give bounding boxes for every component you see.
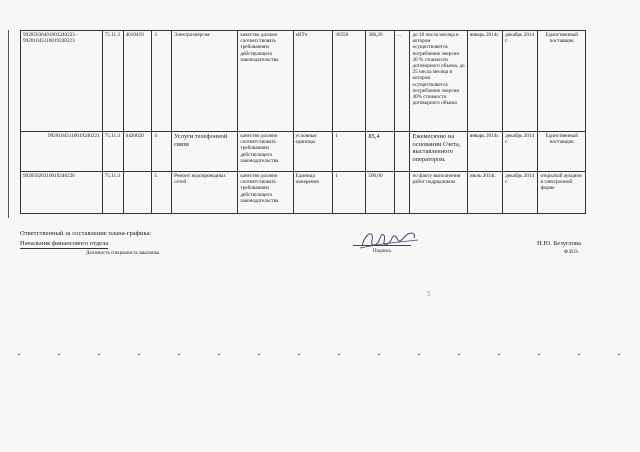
signature-caption: Подпись bbox=[373, 249, 392, 254]
position-title: Начальник финансового отдела bbox=[20, 240, 109, 247]
okdp-cell bbox=[123, 172, 152, 214]
dots-cell bbox=[395, 132, 410, 172]
subject-cell: Электроэнергия bbox=[172, 31, 238, 132]
okved-cell: 75.11.3 bbox=[102, 172, 123, 214]
okdp-cell: 4010419 bbox=[123, 31, 152, 132]
signature-line bbox=[353, 245, 411, 246]
unit-cell: Единица измерения bbox=[293, 172, 333, 214]
subject-cell: Услуги телефонной связи bbox=[172, 132, 238, 172]
unit-cell: условные единицы bbox=[293, 132, 333, 172]
end-date-cell: декабрь 2014 г. bbox=[503, 31, 538, 132]
table-row bbox=[21, 132, 586, 172]
payment-terms-cell: до 10 числа месяца в котором осуществляется потребление энергии 30 % стоимости договорного объема, до 25 числа месяца в котором осуществляется потребление энергии 40% стоимости договорного объема bbox=[410, 31, 467, 132]
subject-cell: Ремонт водопроводных сетей bbox=[172, 172, 238, 214]
okdp-cell: 6420020 bbox=[123, 132, 152, 172]
start-date-cell: январь 2014г. bbox=[467, 31, 502, 132]
stray-mark: 5 bbox=[427, 290, 431, 298]
quantity-cell: 1 bbox=[333, 172, 366, 214]
quantity-cell: 1 bbox=[333, 132, 366, 172]
left-margin-rule bbox=[8, 30, 10, 218]
name-caption: Ф.И.О. bbox=[564, 250, 579, 255]
dots-cell bbox=[395, 172, 410, 214]
price-cell: 85,4 bbox=[366, 132, 395, 172]
price-cell: 306,20 bbox=[366, 31, 395, 132]
table-row bbox=[21, 172, 586, 214]
okved-cell: 75.11.3 bbox=[102, 31, 123, 132]
schedule-table bbox=[20, 30, 586, 214]
requirements-cell: качество должно соответствовать требованиям действующего законодательства bbox=[238, 31, 293, 132]
kbk-code-cell: 99205036401003240223 - 99201045110019240223 bbox=[21, 31, 103, 132]
requirements-cell: качество должно соответствовать требованиям действующего законодательства bbox=[238, 132, 293, 172]
responsible-name: Н.Ю. Безуглова bbox=[537, 240, 581, 247]
row-number-cell: 4 bbox=[152, 132, 172, 172]
kbk-code-cell: 99201045110019240221 bbox=[21, 132, 103, 172]
perforation-dots bbox=[0, 354, 640, 358]
start-date-cell: июль 2014г. bbox=[467, 172, 502, 214]
end-date-cell: декабрь 2014 г. bbox=[503, 172, 538, 214]
position-caption: Должность специалиста заказчика bbox=[86, 251, 160, 256]
kbk-code-cell: 99205026310019240226 bbox=[21, 172, 103, 214]
table-row bbox=[21, 31, 586, 132]
end-date-cell: декабрь 2014 г. bbox=[503, 132, 538, 172]
procurement-method-cell: Единственный поставщик bbox=[538, 132, 586, 172]
procurement-method-cell: открытый аукцион в электронной форме bbox=[538, 172, 586, 214]
payment-terms-cell: по факту выполнения работ подрядчиком bbox=[410, 172, 467, 214]
row-number-cell: 5 bbox=[152, 172, 172, 214]
row-number-cell: 3 bbox=[152, 31, 172, 132]
procurement-method-cell: Единственный поставщик bbox=[538, 31, 586, 132]
payment-terms-cell: Ежемесячно на основании Счета, выставленного оператором. bbox=[410, 132, 467, 172]
quantity-cell: 36550 bbox=[333, 31, 366, 132]
requirements-cell: качество должно соответствовать требованиям действующего законодательства bbox=[238, 172, 293, 214]
unit-cell: кВТч bbox=[293, 31, 333, 132]
price-cell: 500,00 bbox=[366, 172, 395, 214]
dots-cell: ... bbox=[395, 31, 410, 132]
start-date-cell: январь 2014г. bbox=[467, 132, 502, 172]
responsible-label: Ответственный за составление плана-графика: bbox=[20, 230, 152, 237]
okved-cell: 75.11.3 bbox=[102, 132, 123, 172]
